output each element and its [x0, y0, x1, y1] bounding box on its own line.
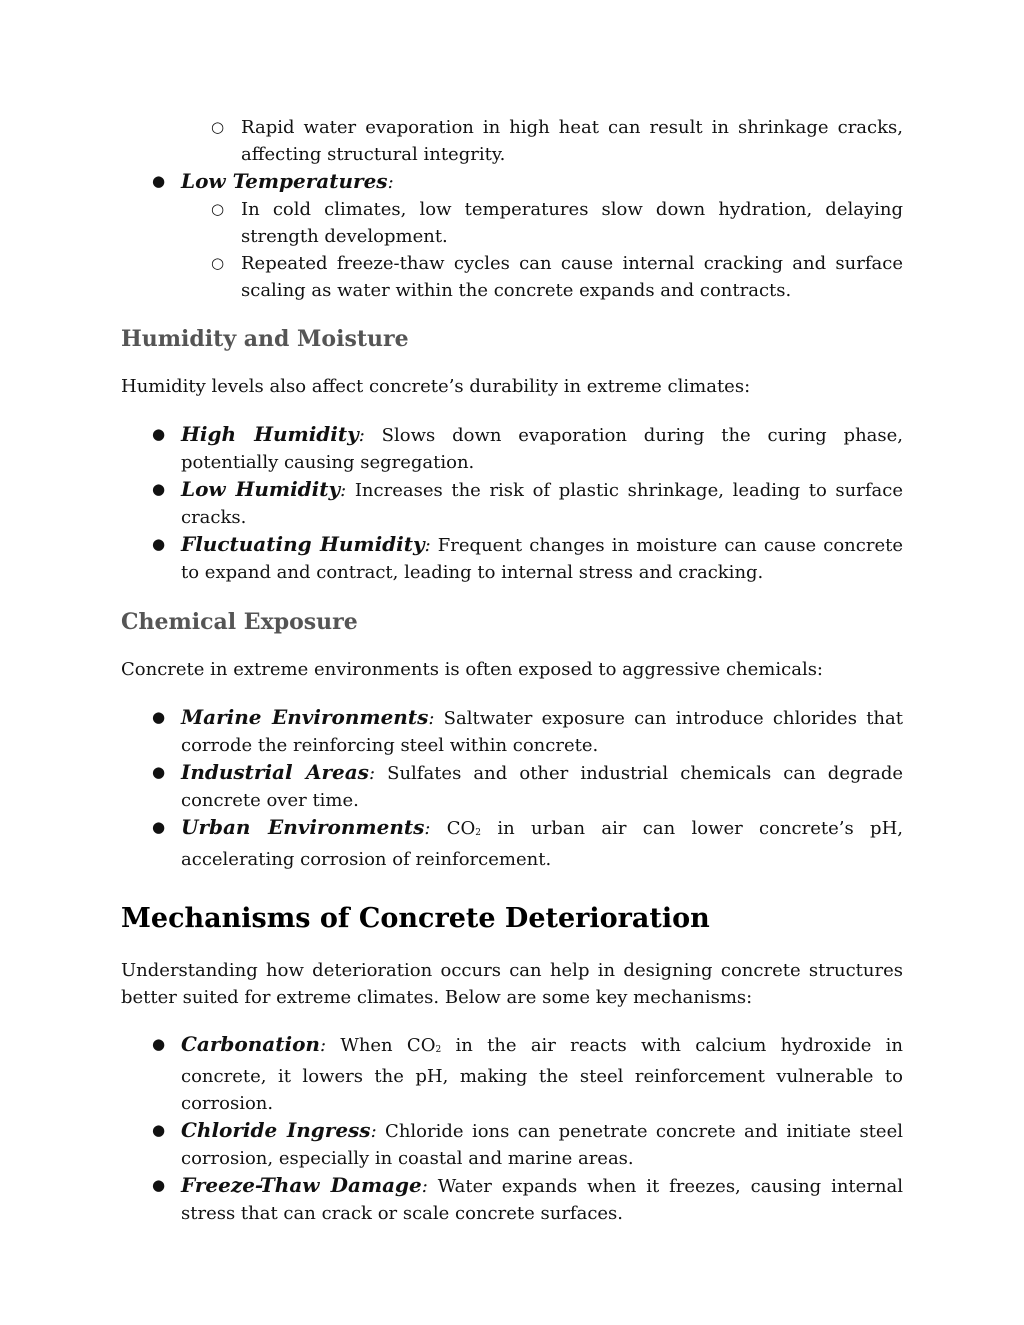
bullet-icon: ● [152, 1035, 166, 1053]
sub-list-item [121, 114, 903, 168]
bullet-icon: ● [152, 818, 166, 836]
term-colon: : [319, 1035, 327, 1056]
item-text: Chloride ions can penetrate concrete and initiate steel corrosion, especially in coastal and marine areas. [181, 1121, 903, 1169]
bullet-icon: ● [152, 1176, 166, 1194]
term-label: Low Humidity [181, 477, 341, 501]
bullet-icon: ● [152, 172, 166, 190]
item-text-after: in the air reacts with calcium hydroxide in concrete, it lowers the pH, making the steel reinforcement vulnerable to corrosion. [181, 1035, 904, 1114]
bullet-icon: ● [152, 535, 166, 553]
chemical-intro: Concrete in extreme environments is often exposed to aggressive chemicals: [121, 659, 823, 680]
sub-item-text: In cold climates, low temperatures slow down hydration, delaying strength development. [241, 199, 903, 247]
chemical-list [121, 704, 903, 873]
list-item-freeze-thaw-damage [121, 1172, 903, 1227]
bullet-icon: ● [152, 425, 166, 443]
humidity-intro: Humidity levels also affect concrete’s durability in extreme climates: [121, 376, 751, 397]
term-colon: : [424, 818, 431, 839]
list-item-chloride-ingress [121, 1117, 903, 1172]
term-colon: : [428, 708, 435, 729]
term-label: Carbonation [181, 1032, 320, 1056]
term-colon: : [358, 425, 365, 446]
mechanisms-intro: Understanding how deterioration occurs can help in designing concrete structures better suited for extreme climates. Below are some key mechanisms: [121, 960, 903, 1008]
list-item-urban-environments [121, 814, 903, 873]
term-label: Marine Environments [181, 705, 429, 729]
list-item-marine-environments [121, 704, 903, 759]
item-text-after: in urban air can lower concrete’s pH, accelerating corrosion of reinforcement. [181, 818, 903, 870]
circle-bullet-icon: ○ [211, 200, 225, 218]
item-text: Increases the risk of plastic shrinkage, leading to surface cracks. [181, 480, 903, 528]
temperature-list [121, 114, 903, 304]
circle-bullet-icon: ○ [211, 254, 225, 272]
term-label: Fluctuating Humidity [181, 532, 425, 556]
bullet-icon: ● [152, 763, 166, 781]
list-item-low-humidity [121, 476, 903, 531]
item-text-before: When CO [326, 1035, 436, 1056]
low-temperatures-sub-list [121, 196, 903, 304]
item-text: Frequent changes in moisture can cause concrete to expand and contract, leading to internal stress and cracking. [181, 535, 903, 583]
circle-bullet-icon: ○ [211, 118, 225, 136]
subscript: 2 [475, 828, 482, 838]
subscript: 2 [435, 1045, 442, 1055]
item-text: Sulfates and other industrial chemicals can degrade concrete over time. [181, 763, 904, 811]
sub-list-item [121, 250, 903, 304]
term-colon: : [387, 172, 394, 193]
bullet-icon: ● [152, 708, 166, 726]
term-label: Freeze-Thaw Damage [181, 1173, 422, 1197]
term-label: Chloride Ingress [181, 1118, 371, 1142]
continuation-item [121, 114, 903, 168]
term-colon: : [368, 763, 376, 784]
list-item-low-temperatures [121, 168, 903, 196]
mechanisms-list [121, 1031, 903, 1227]
mechanisms-heading: Mechanisms of Concrete Deterioration [121, 903, 710, 934]
term-colon: : [340, 480, 347, 501]
chemical-heading: Chemical Exposure [121, 609, 358, 635]
humidity-list [121, 421, 903, 586]
term-label: Industrial Areas [181, 760, 369, 784]
term-colon: : [370, 1121, 377, 1142]
item-text: Slows down evaporation during the curing phase, potentially causing segregation. [181, 425, 904, 473]
item-text: Water expands when it freezes, causing internal stress that can crack or scale concrete surfaces. [181, 1176, 903, 1224]
term-label: Low Temperatures [181, 169, 388, 193]
term-colon: : [421, 1176, 428, 1197]
item-text-before: CO [430, 818, 476, 839]
humidity-heading: Humidity and Moisture [121, 326, 409, 352]
item-text: Saltwater exposure can introduce chlorides that corrode the reinforcing steel within concrete. [181, 708, 903, 756]
low-temperatures-subs [121, 196, 903, 304]
document-page [121, 114, 903, 1227]
term-colon: : [424, 535, 431, 556]
continuation-sub-list [121, 114, 903, 168]
bullet-icon: ● [152, 1121, 166, 1139]
term-label: High Humidity [181, 422, 359, 446]
sub-item-text: Repeated freeze-thaw cycles can cause internal cracking and surface scaling as water within the concrete expands and contracts. [241, 253, 903, 301]
list-item-carbonation [121, 1031, 903, 1117]
list-item-fluctuating-humidity [121, 531, 903, 586]
bullet-icon: ● [152, 480, 166, 498]
list-item-industrial-areas [121, 759, 903, 814]
sub-item-text: Rapid water evaporation in high heat can result in shrinkage cracks, affecting structural integrity. [241, 117, 903, 165]
term-label: Urban Environments [181, 815, 425, 839]
list-item-high-humidity [121, 421, 903, 476]
sub-list-item [121, 196, 903, 250]
